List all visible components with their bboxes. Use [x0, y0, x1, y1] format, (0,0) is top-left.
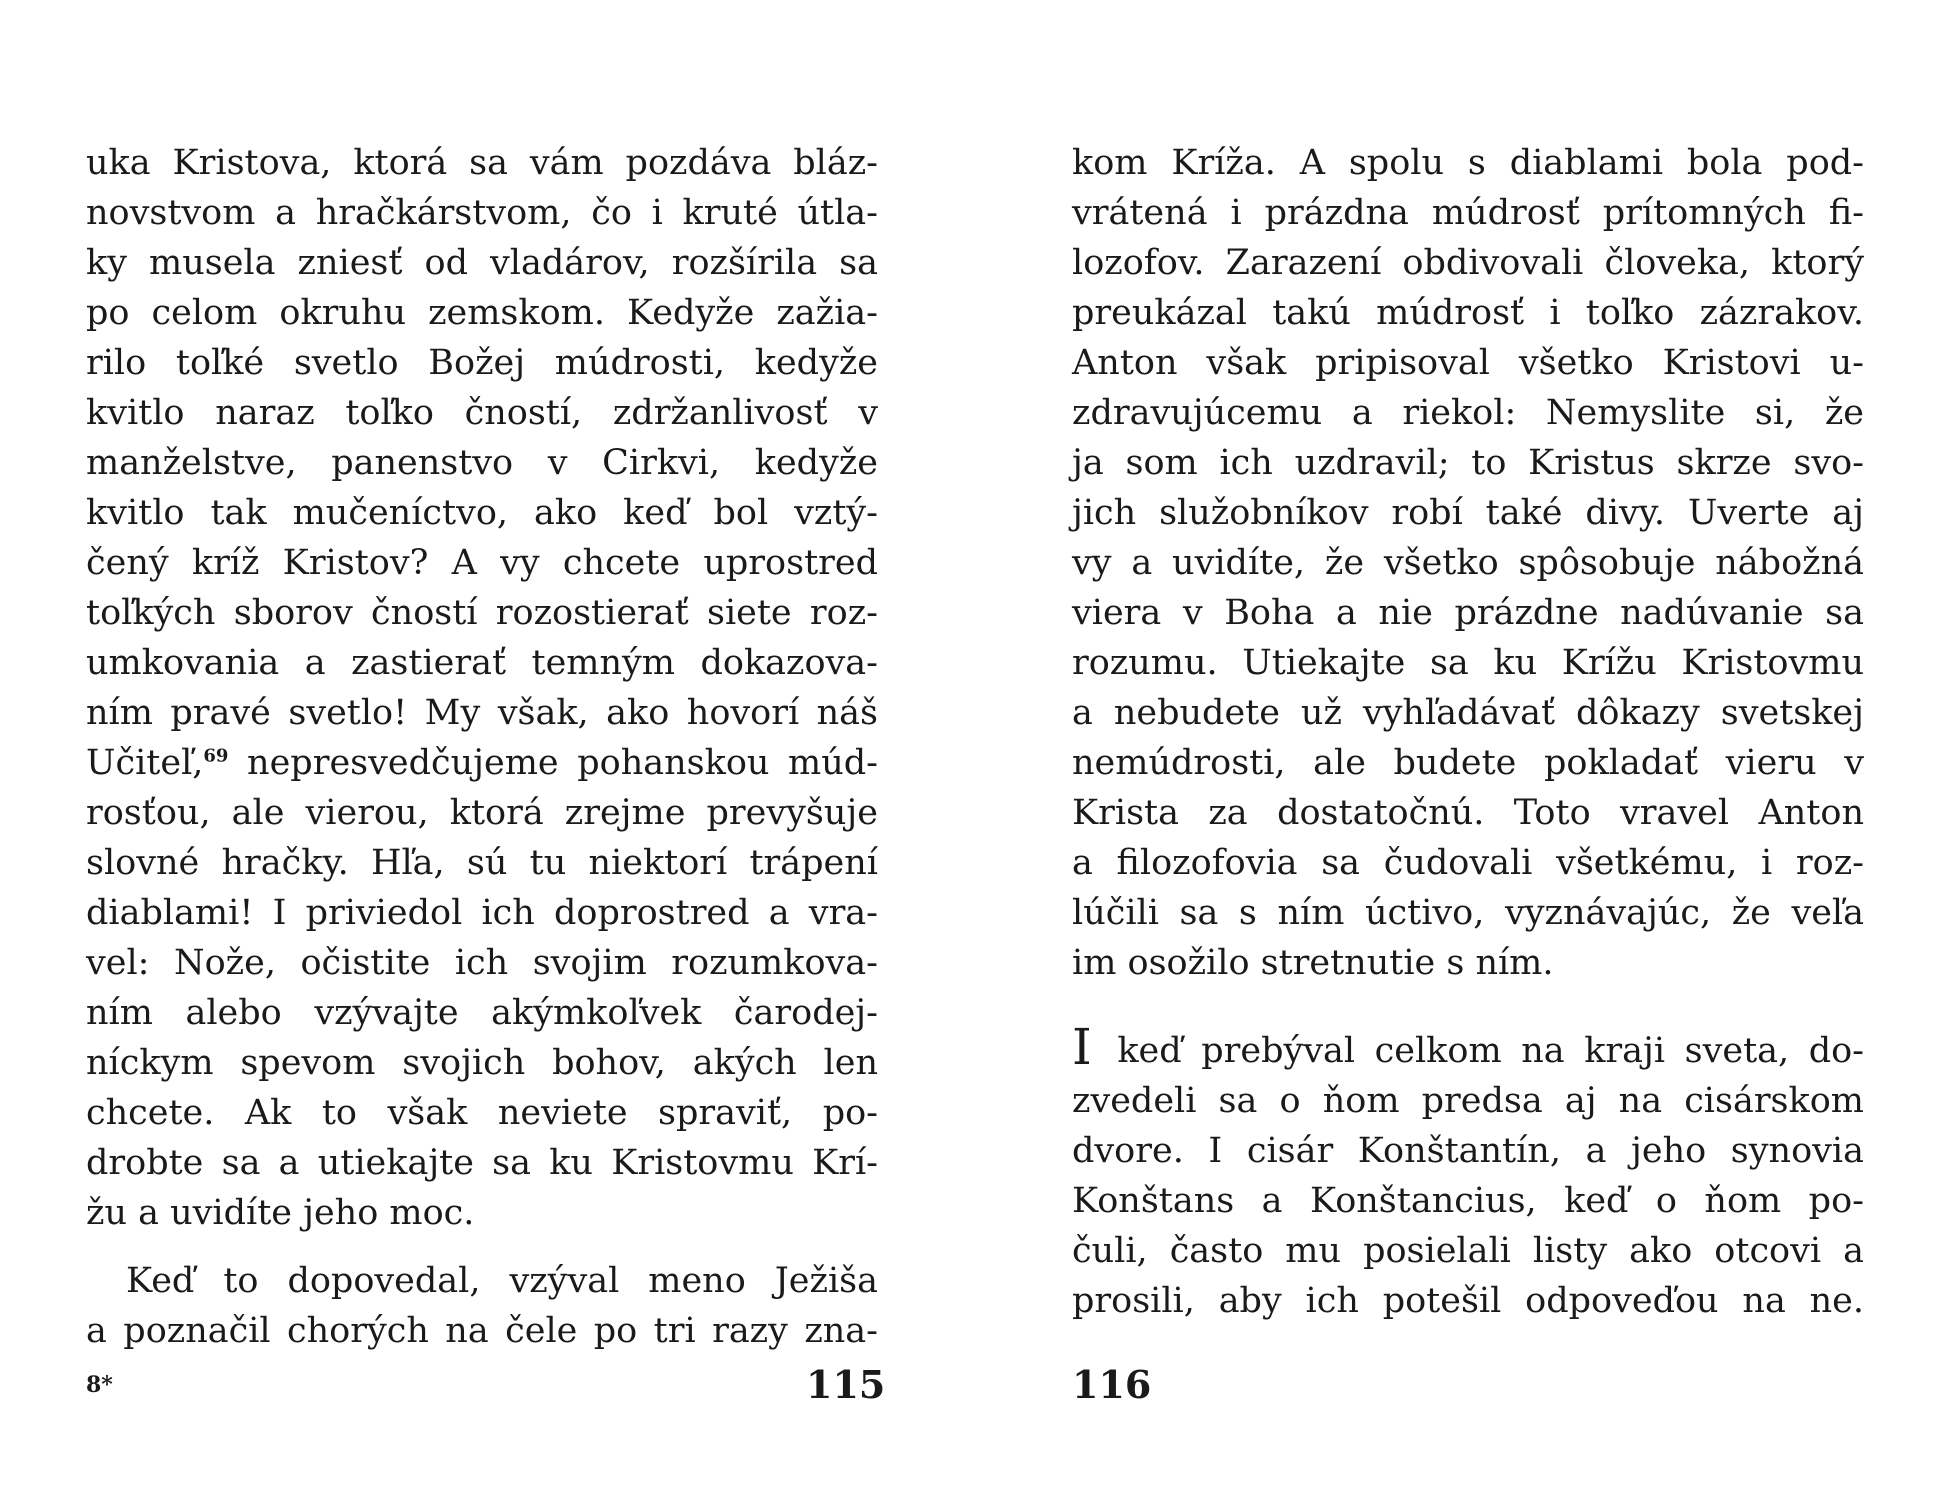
text-line: Konštans a Konštancius, keď o ňom po- — [1072, 1181, 1864, 1221]
text-line: chcete. Ak to však neviete spraviť, po- — [86, 1093, 878, 1133]
text-line: a nebudete už vyhľadávať dôkazy svetskej — [1072, 693, 1864, 733]
text-line: dvore. I cisár Konštantín, a jeho synovia — [1072, 1131, 1864, 1171]
left-page-text — [86, 138, 878, 1356]
text-line: a poznačil chorých na čele po tri razy zna- — [86, 1311, 878, 1351]
text-line: ja som ich uzdravil; to Kristus skrze svo- — [1072, 443, 1864, 483]
text-line: kvitlo tak mučeníctvo, ako keď bol vztý- — [86, 493, 878, 533]
first-line-text: keď prebýval celkom na kraji sveta, do- — [1097, 1031, 1864, 1071]
text-line: nemúdrosti, ale budete pokladať vieru v — [1072, 743, 1864, 783]
footnote-text-line — [86, 738, 878, 788]
text-line: Krista za dostatočnú. Toto vravel Anton — [1072, 793, 1864, 833]
text-line: novstvom a hračkárstvom, čo i kruté útla- — [86, 193, 878, 233]
right-page-text — [1072, 138, 1864, 1326]
text-line: lúčili sa s ním úctivo, vyznávajúc, že veľa — [1072, 893, 1864, 933]
paragraph-last-line: žu a uvidíte jeho moc. — [86, 1193, 475, 1233]
text-line: a filozofovia sa čudovali všetkému, i roz- — [1072, 843, 1864, 883]
drop-initial: I — [1072, 1018, 1092, 1076]
text-line: vrátená i prázdna múdrosť prítomných fi- — [1072, 193, 1864, 233]
text-line: drobte sa a utiekajte sa ku Kristovmu Krí- — [86, 1143, 878, 1183]
text-line: ním alebo vzývajte akýmkoľvek čarodej- — [86, 993, 878, 1033]
text-line: umkovania a zastierať temným dokazova- — [86, 643, 878, 683]
text-line: slovné hračky. Hľa, sú tu niektorí trápení — [86, 843, 878, 883]
text-line: rozumu. Utiekajte sa ku Krížu Kristovmu — [1072, 643, 1864, 683]
paragraph-first-line: Keď to dopovedal, vzýval meno Ježiša — [126, 1261, 878, 1301]
page-number: 115 — [806, 1362, 886, 1407]
text-line: prosili, aby ich potešil odpoveďou na ne. — [1072, 1281, 1864, 1321]
signature-mark: 8* — [86, 1372, 113, 1398]
text-line: zvedeli sa o ňom predsa aj na cisárskom — [1072, 1081, 1864, 1121]
text-line: zdravujúcemu a riekol: Nemyslite si, že — [1072, 393, 1864, 433]
text-line: po celom okruhu zemskom. Kedyže zažia- — [86, 293, 878, 333]
text-line: kvitlo naraz toľko čností, zdržanlivosť v — [86, 393, 878, 433]
text-line: vy a uvidíte, že všetko spôsobuje nábožná — [1072, 543, 1864, 583]
text-line: vel: Nože, očistite ich svojim rozumkova- — [86, 943, 878, 983]
paragraph-gap — [86, 1238, 878, 1256]
text-line: preukázal takú múdrosť i toľko zázrakov. — [1072, 293, 1864, 333]
text-line: jich služobníkov robí také divy. Uverte aj — [1072, 493, 1864, 533]
text-line: kom Kríža. A spolu s diablami bola pod- — [1072, 143, 1864, 183]
footnote-line-end: nepresvedčujeme pohanskou múd- — [228, 743, 878, 783]
text-line: uka Kristova, ktorá sa vám pozdáva bláz- — [86, 143, 878, 183]
paragraph-last-line: im osožilo stretnutie s ním. — [1072, 943, 1554, 983]
text-line: čuli, často mu posielali listy ako otcovi a — [1072, 1231, 1864, 1271]
text-line: toľkých sborov čností rozostierať siete roz- — [86, 593, 878, 633]
text-line: Anton však pripisoval všetko Kristovi u- — [1072, 343, 1864, 383]
text-line: ky musela zniesť od vladárov, rozšírila sa — [86, 243, 878, 283]
section-gap — [1072, 988, 1864, 1026]
text-line: rosťou, ale vierou, ktorá zrejme prevyšuje — [86, 793, 878, 833]
footnote-reference[interactable]: 69 — [203, 745, 229, 767]
text-line: čený kríž Kristov? A vy chcete uprostred — [86, 543, 878, 583]
page-number: 116 — [1072, 1362, 1152, 1407]
text-line: viera v Boha a nie prázdne nadúvanie sa — [1072, 593, 1864, 633]
text-line: rilo toľké svetlo Božej múdrosti, kedyže — [86, 343, 878, 383]
text-line: lozofov. Zarazení obdivovali človeka, ktorý — [1072, 243, 1864, 283]
footnote-line-start: Učiteľ, — [86, 743, 204, 783]
paragraph-first-line — [1072, 1018, 1864, 1076]
text-line: manželstve, panenstvo v Cirkvi, kedyže — [86, 443, 878, 483]
text-line: ním pravé svetlo! My však, ako hovorí náš — [86, 693, 878, 733]
text-line: diablami! I priviedol ich doprostred a vra- — [86, 893, 878, 933]
right-page — [972, 0, 1944, 1500]
text-line: níckym spevom svojich bohov, akých len — [86, 1043, 878, 1083]
